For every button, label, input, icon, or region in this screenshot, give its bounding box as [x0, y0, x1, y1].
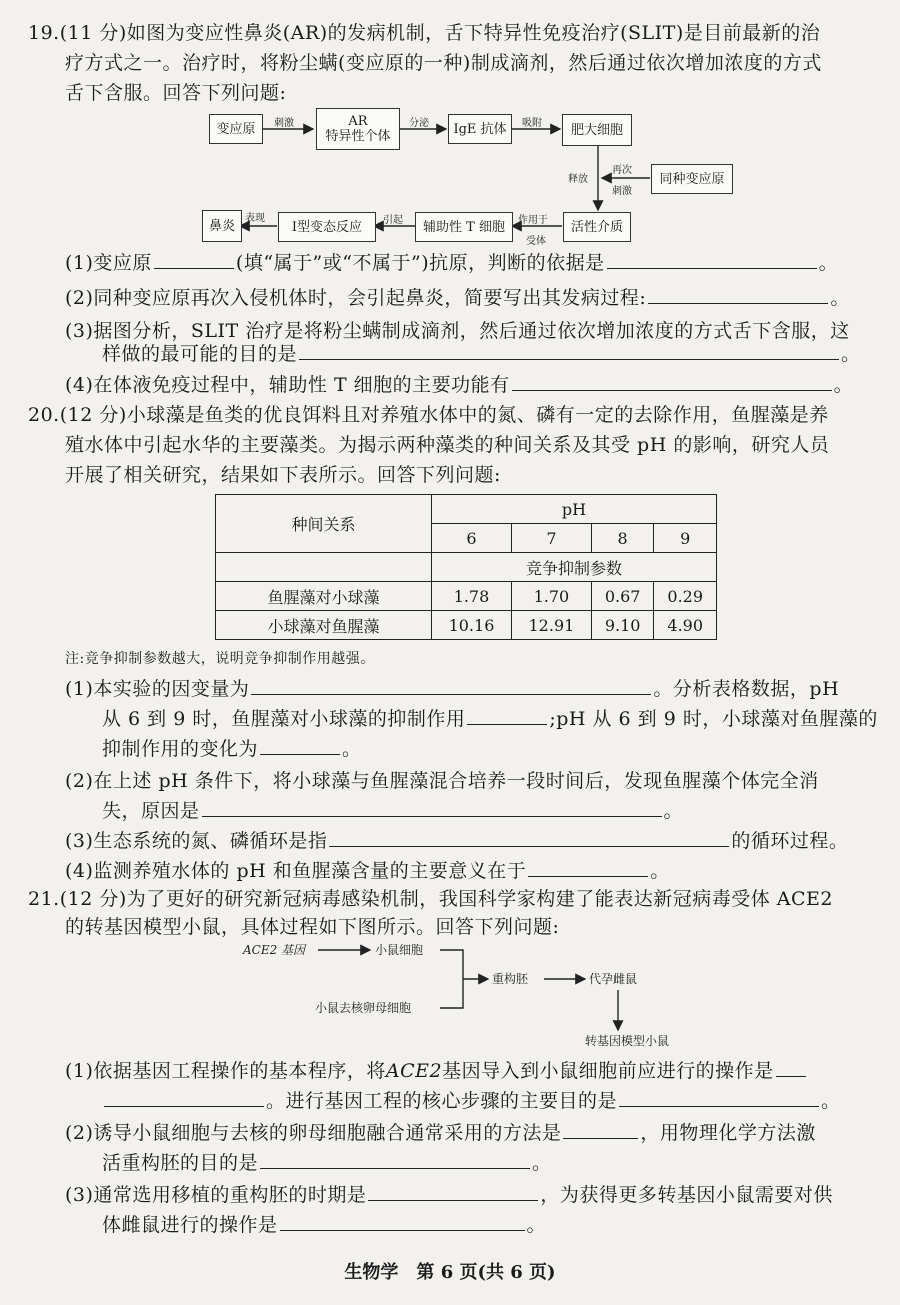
box-same-allergen: 同种变应原	[651, 164, 733, 194]
answer-blank[interactable]	[776, 1058, 806, 1077]
label-stimulate-2: 刺激	[612, 186, 632, 197]
table-col-6: 6	[432, 524, 512, 553]
answer-blank[interactable]	[260, 1150, 530, 1169]
label-act-on: 作用于	[518, 215, 548, 226]
answer-blank[interactable]	[280, 1212, 525, 1231]
box-type1-reaction: Ⅰ型变态反应	[278, 212, 376, 242]
box-ige: IgE 抗体	[448, 114, 512, 144]
box-ar-individual: AR 特异性个体	[316, 108, 400, 150]
q19-intro-2: 疗方式之一。治疗时，将粉尘螨(变应原的一种)制成滴剂，然后通过依次增加浓度的方式	[65, 52, 822, 74]
table-col-7: 7	[511, 524, 591, 553]
label-receptor: 受体	[526, 236, 546, 247]
label-secrete: 分泌	[409, 118, 429, 129]
box-active-mediator: 活性介质	[563, 212, 631, 242]
table-col-8: 8	[591, 524, 654, 553]
label-reconstructed-embryo: 重构胚	[492, 972, 529, 986]
label-stimulate: 刺激	[274, 118, 294, 129]
q19-sub4: (4)在体液免疫过程中，辅助性 T 细胞的主要功能有 。	[65, 374, 854, 396]
box-allergen: 变应原	[209, 114, 263, 144]
q20-intro-1: 20.(12 分)小球藻是鱼类的优良饵料且对养殖水体中的氮、磷有一定的去除作用，鱼腥藻是养	[28, 404, 829, 426]
box-rhinitis: 鼻炎	[202, 210, 242, 242]
q21-intro-2: 的转基因模型小鼠，具体过程如下图所示。回答下列问题:	[65, 916, 560, 938]
table-row: 小球藻对鱼腥藻 10.16 12.91 9.10 4.90	[216, 611, 717, 640]
q19-intro-3: 舌下含服。回答下列问题:	[65, 82, 287, 104]
label-again: 再次	[612, 165, 632, 176]
table-ph-header: pH	[432, 495, 717, 524]
table-param-header: 竞争抑制参数	[432, 553, 717, 582]
answer-blank[interactable]	[619, 1088, 819, 1107]
q20-intro-3: 开展了相关研究，结果如下表所示。回答下列问题:	[65, 464, 501, 486]
table-row-header: 种间关系	[216, 495, 432, 553]
q21-sub2: (2)诱导小鼠细胞与去核的卵母细胞融合通常采用的方法是 ，用物理化学方法激	[65, 1122, 816, 1144]
label-manifest: 表现	[245, 213, 265, 224]
q20-sub1-line2: 从 6 到 9 时，鱼腥藻对小球藻的抑制作用 ;pH 从 6 到 9 时，小球藻对鱼腥藻的	[102, 708, 878, 730]
box-mast-cell: 肥大细胞	[562, 114, 632, 146]
q21-sub3-line2: 体雌鼠进行的操作是 。	[102, 1214, 547, 1236]
table-col-9: 9	[654, 524, 717, 553]
label-release: 释放	[568, 174, 588, 185]
page-footer: 生物学 第 6 页(共 6 页)	[344, 1262, 556, 1283]
q20-sub2-line2: 失，原因是 。	[102, 800, 684, 822]
label-enucleated-oocyte: 小鼠去核卵母细胞	[315, 1001, 412, 1015]
q19-sub1: (1)变应原 (填“属于”或“不属于”)抗原，判断的依据是 。	[65, 252, 839, 274]
q20-sub2: (2)在上述 pH 条件下，将小球藻与鱼腥藻混合培养一段时间后，发现鱼腥藻个体完全消	[65, 770, 819, 792]
q19-sub3-line2: 样做的最可能的目的是 。	[102, 343, 861, 365]
q20-sub1: (1)本实验的因变量为 。分析表格数据，pH	[65, 678, 840, 700]
q20-note: 注:竞争抑制参数越大，说明竞争抑制作用越强。	[65, 651, 375, 667]
q21-sub1: (1)依据基因工程操作的基本程序，将ACE2基因导入到小鼠细胞前应进行的操作是	[65, 1058, 808, 1084]
answer-blank[interactable]	[563, 1120, 638, 1139]
label-mouse-cell: 小鼠细胞	[375, 943, 424, 957]
label-surrogate-female: 代孕雌鼠	[589, 972, 638, 986]
q19-intro-1: 19.(11 分)如图为变应性鼻炎(AR)的发病机制，舌下特异性免疫治疗(SLIT)是目前最新的治	[28, 22, 821, 44]
q20-intro-2: 殖水体中引起水华的主要藻类。为揭示两种藻类的种间关系及其受 pH 的影响，研究人员	[65, 434, 830, 456]
q21-intro-1: 21.(12 分)为了更好的研究新冠病毒感染机制，我国科学家构建了能表达新冠病毒受体 ACE2	[28, 888, 834, 910]
label-adsorb: 吸附	[522, 118, 542, 129]
q20-sub4: (4)监测养殖水体的 pH 和鱼腥藻含量的主要意义在于 。	[65, 860, 670, 882]
answer-blank[interactable]	[368, 1182, 538, 1201]
table-row: 鱼腥藻对小球藻 1.78 1.70 0.67 0.29	[216, 582, 717, 611]
answer-blank[interactable]	[104, 1088, 264, 1107]
q21-sub2-line2: 活重构胚的目的是 。	[102, 1152, 552, 1174]
q21-sub3: (3)通常选用移植的重构胚的时期是 ，为获得更多转基因小鼠需要对供	[65, 1184, 833, 1206]
label-cause: 引起	[383, 215, 403, 226]
box-helper-t-cell: 辅助性 T 细胞	[415, 212, 513, 242]
q19-sub2: (2)同种变应原再次入侵机体时，会引起鼻炎，简要写出其发病过程: 。	[65, 287, 850, 309]
q20-sub1-line3: 抑制作用的变化为 。	[102, 738, 362, 760]
q21-sub1-line2: 。进行基因工程的核心步骤的主要目的是 。	[102, 1088, 841, 1114]
label-ace2-gene: ACE2 基因	[243, 943, 306, 957]
label-transgenic-mouse: 转基因模型小鼠	[585, 1034, 670, 1048]
q19-sub3: (3)据图分析，SLIT 治疗是将粉尘螨制成滴剂，然后通过依次增加浓度的方式舌下含服，这	[65, 320, 850, 342]
q20-sub3: (3)生态系统的氮、磷循环是指 的循环过程。	[65, 830, 849, 852]
